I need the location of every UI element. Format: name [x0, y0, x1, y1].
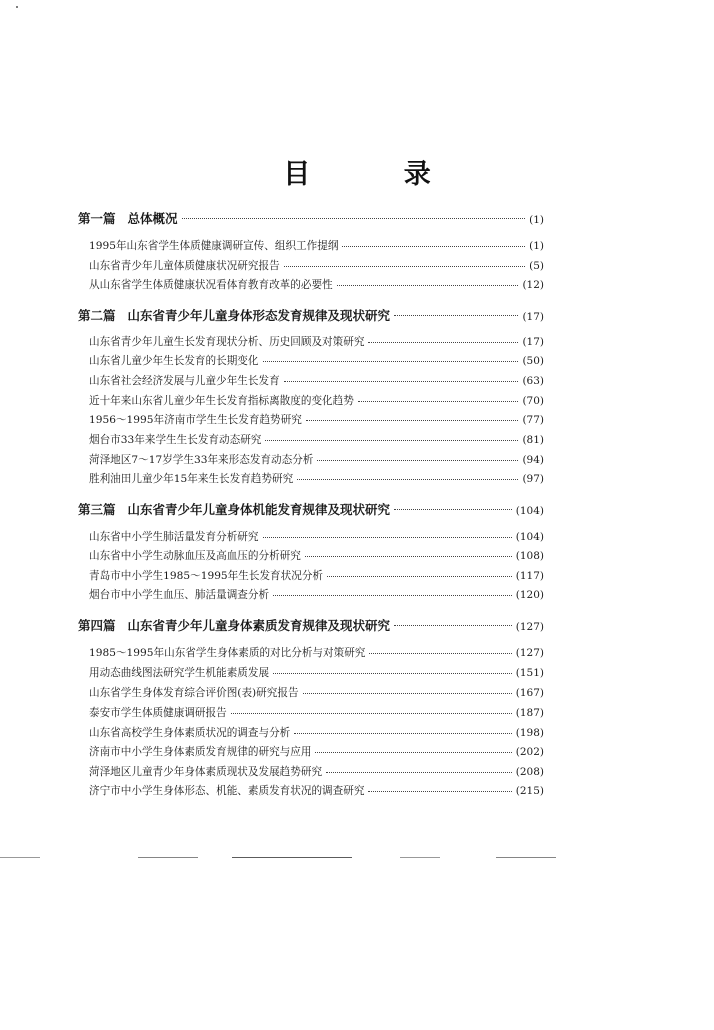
dot-leader — [263, 536, 512, 538]
page-number: (127) — [515, 647, 544, 659]
dot-leader — [265, 439, 518, 441]
dot-leader — [306, 419, 519, 421]
toc-entry[interactable] — [89, 277, 544, 293]
dot-leader — [369, 652, 511, 654]
dot-leader — [317, 459, 518, 461]
part-title: 总体概况 — [127, 211, 178, 226]
entry-title: 青岛市中小学生1985～1995年生长发育状况分析 — [89, 570, 324, 582]
dot-leader — [284, 265, 525, 267]
scan-line — [400, 857, 440, 858]
entry-title: 山东省中小学生肺活量发育分析研究 — [89, 531, 259, 543]
toc-part-2[interactable] — [78, 306, 544, 324]
entry-title: 泰安市学生体质健康调研报告 — [89, 707, 227, 719]
entry-title: 山东省儿童少年生长发育的长期变化 — [89, 355, 259, 367]
page-number: (198) — [515, 727, 544, 739]
toc-entry[interactable] — [89, 665, 544, 681]
page-number: (81) — [522, 434, 544, 446]
toc-entry[interactable] — [89, 353, 544, 369]
dot-leader — [273, 672, 512, 674]
toc-entry[interactable] — [89, 725, 544, 741]
toc-entry[interactable] — [89, 471, 544, 487]
entry-title: 胜利油田儿童少年15年来生长发育趋势研究 — [89, 473, 294, 485]
page-number: (117) — [515, 570, 544, 582]
dot-leader — [303, 692, 512, 694]
scan-line — [0, 857, 40, 858]
page-number: (63) — [522, 375, 544, 387]
dot-leader — [394, 624, 512, 626]
toc-entry[interactable] — [89, 529, 544, 545]
entry-title: 菏泽地区7～17岁学生33年来形态发育动态分析 — [89, 454, 314, 466]
dot-leader — [182, 217, 526, 219]
dot-leader — [337, 284, 519, 286]
page-number: (5) — [529, 260, 544, 272]
toc-entry[interactable] — [89, 258, 544, 274]
toc-entry[interactable] — [89, 452, 544, 468]
entry-title: 1956～1995年济南市学生生长发育趋势研究 — [89, 414, 302, 426]
entry-title: 山东省学生身体发育综合评价图(表)研究报告 — [89, 687, 299, 699]
toc-entry[interactable] — [89, 238, 544, 254]
page-number: (120) — [515, 589, 544, 601]
page-number: (70) — [522, 395, 544, 407]
page-number: (17) — [522, 336, 544, 348]
toc-entry[interactable] — [89, 783, 544, 799]
toc-entry[interactable] — [89, 705, 544, 721]
dot-leader — [294, 732, 511, 734]
entry-title: 山东省高校学生身体素质状况的调查与分析 — [89, 727, 291, 739]
page-number: (94) — [522, 454, 544, 466]
page-number: (104) — [515, 531, 544, 543]
entry-title: 烟台市33年来学生生长发育动态研究 — [89, 434, 262, 446]
toc-entry[interactable] — [89, 548, 544, 564]
dot-leader — [305, 555, 512, 557]
page-number: (167) — [515, 687, 544, 699]
toc-entry[interactable] — [89, 412, 544, 428]
dot-leader — [326, 771, 512, 773]
entry-title: 1985～1995年山东省学生身体素质的对比分析与对策研究 — [89, 647, 366, 659]
part-title: 山东省青少年儿童身体形态发育规律及现状研究 — [127, 308, 391, 323]
toc-entry[interactable] — [89, 373, 544, 389]
entry-title: 济南市中小学生身体素质发育规律的研究与应用 — [89, 746, 312, 758]
page-number: (77) — [522, 414, 544, 426]
dot-leader — [327, 575, 512, 577]
page-number: (108) — [515, 550, 544, 562]
page-number: (1) — [529, 240, 544, 252]
part-number: 第二篇 — [78, 308, 116, 323]
toc-entry[interactable] — [89, 432, 544, 448]
page-number: (1) — [529, 214, 544, 226]
page-number: (151) — [515, 667, 544, 679]
page-number: (208) — [515, 766, 544, 778]
toc-entry[interactable] — [89, 685, 544, 701]
entry-title: 山东省社会经济发展与儿童少年生长发育 — [89, 375, 280, 387]
dot-leader — [231, 712, 512, 714]
entry-title: 菏泽地区儿童青少年身体素质现状及发展趋势研究 — [89, 766, 323, 778]
page-number: (17) — [522, 311, 544, 323]
toc-entry[interactable] — [89, 764, 544, 780]
page-number: (127) — [515, 621, 544, 633]
dot-leader — [273, 594, 512, 596]
dot-leader — [297, 478, 518, 480]
page-number: (215) — [515, 785, 544, 797]
page-number: (97) — [522, 473, 544, 485]
dot-leader — [284, 380, 519, 382]
toc-part-4[interactable] — [78, 616, 544, 634]
toc-part-1[interactable] — [78, 209, 544, 227]
toc-entry[interactable] — [89, 645, 544, 661]
scan-line — [138, 857, 198, 858]
scan-line — [496, 857, 556, 858]
page-title: 目 录 — [283, 159, 473, 190]
entry-title: 山东省青少年儿童生长发育现状分析、历史回顾及对策研究 — [89, 336, 365, 348]
entry-title: 从山东省学生体质健康状况看体育教育改革的必要性 — [89, 279, 333, 291]
entry-title: 1995年山东省学生体质健康调研宣传、组织工作提纲 — [89, 240, 339, 252]
toc-entry[interactable] — [89, 393, 544, 409]
scan-line — [232, 857, 352, 858]
dot-leader — [263, 360, 519, 362]
part-number: 第一篇 — [78, 211, 116, 226]
toc-entry[interactable] — [89, 587, 544, 603]
entry-title: 山东省中小学生动脉血压及高血压的分析研究 — [89, 550, 301, 562]
entry-title: 近十年来山东省儿童少年生长发育指标离散度的变化趋势 — [89, 395, 354, 407]
part-number: 第三篇 — [78, 502, 116, 517]
part-number: 第四篇 — [78, 618, 116, 633]
toc-entry[interactable] — [89, 568, 544, 584]
dot-leader — [342, 245, 525, 247]
part-title: 山东省青少年儿童身体素质发育规律及现状研究 — [127, 618, 391, 633]
page-number: (202) — [515, 746, 544, 758]
dot-leader — [394, 314, 518, 316]
dot-leader — [358, 400, 519, 402]
entry-title: 济宁市中小学生身体形态、机能、素质发育状况的调查研究 — [89, 785, 365, 797]
page-number: (187) — [515, 707, 544, 719]
dot-leader — [394, 508, 512, 510]
page-number: (12) — [522, 279, 544, 291]
toc-entry[interactable] — [89, 334, 544, 350]
dot-leader — [368, 790, 511, 792]
toc-entry[interactable] — [89, 744, 544, 760]
page-number: (104) — [515, 505, 544, 517]
toc-part-3[interactable] — [78, 500, 544, 518]
dot-leader — [315, 751, 511, 753]
dot-leader — [368, 341, 518, 343]
scan-speck — [16, 6, 18, 8]
page-number: (50) — [522, 355, 544, 367]
entry-title: 用动态曲线图法研究学生机能素质发展 — [89, 667, 270, 679]
entry-title: 山东省青少年儿童体质健康状况研究报告 — [89, 260, 280, 272]
part-title: 山东省青少年儿童身体机能发育规律及现状研究 — [127, 502, 391, 517]
entry-title: 烟台市中小学生血压、肺活量调查分析 — [89, 589, 270, 601]
